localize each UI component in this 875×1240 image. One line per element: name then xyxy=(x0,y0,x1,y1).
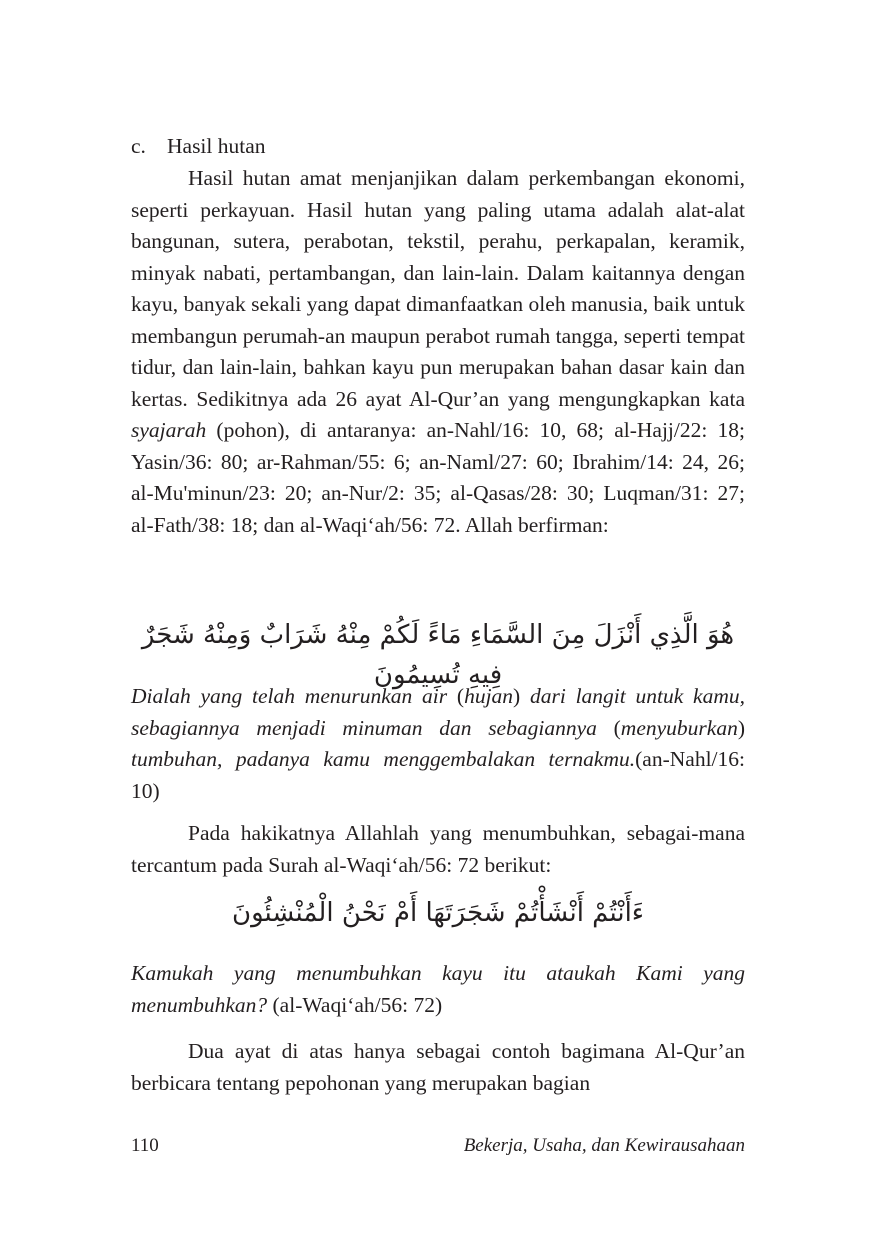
paragraph-forest-products xyxy=(131,163,745,541)
quran-verse-arabic: هُوَ الَّذِي أَنْزَلَ مِنَ السَّمَاءِ مَاءً لَكُمْ مِنْهُ شَرَابٌ وَمِنْهُ شَجَرٌ فِيهِ تُسِيمُونَ xyxy=(141,620,735,690)
paragraph-allah-grows: Pada hakikatnya Allahlah yang menumbuhkan, sebagai-mana tercantum pada Surah al-Waqi‘ah/56: 72 berikut: xyxy=(131,821,745,877)
section-letter: c. xyxy=(131,134,146,158)
verse-reference: (al-Waqi‘ah/56: 72) xyxy=(267,992,443,1017)
page-footer xyxy=(131,1135,745,1161)
translation-text: tumbuhan, padanya kamu menggembalakan ternakmu. xyxy=(131,747,636,771)
quran-verse-arabic-2: ءَأَنْتُمْ أَنْشَأْتُمْ شَجَرَتَهَا أَمْ نَحْنُ الْمُنْشِئُونَ xyxy=(231,898,645,928)
italic-term: syajarah xyxy=(131,418,207,442)
translation-text: Kamukah yang menumbuhkan kayu itu ataukah Kami yang menumbuhkan? xyxy=(131,961,745,1017)
translation-text: Dialah yang telah menurunkan air xyxy=(131,684,457,708)
paragraph-two-verses: Dua ayat di atas hanya sebagai contoh bagimana Al-Qur’an berbicara tentang pepohonan yang merupakan bagian xyxy=(131,1039,745,1095)
verse-translation-2 xyxy=(131,958,745,1021)
section-heading xyxy=(131,131,745,163)
page-number: 110 xyxy=(131,1135,159,1156)
translation-text: hujan xyxy=(464,684,514,708)
running-title: Bekerja, Usaha, dan Kewirausahaan xyxy=(463,1135,745,1156)
translation-text: menyuburkan xyxy=(620,715,738,740)
paren-close: ) xyxy=(513,684,521,708)
section-title: Hasil hutan xyxy=(167,134,266,158)
paren-close: ) xyxy=(737,715,745,740)
verse-reference: (an-Nahl/16: 10) xyxy=(131,747,745,803)
paren-open: ( xyxy=(456,684,465,708)
translation-text: dari langit untuk kamu, sebagiannya menjadi minuman dan sebagiannya xyxy=(131,684,745,740)
paren-open: ( xyxy=(613,715,621,740)
paragraph-text: Hasil hutan amat menjanjikan dalam perkembangan ekonomi, seperti perkayuan. Hasil hutan yang paling utama adalah alat-alat bangunan, sutera, perabotan, tekstil, perahu, perkapalan, keramik, minyak nabati, pertambangan, dan lain-lain. Dalam kaitannya dengan kayu, banyak sekali yang dapat dimanfaatkan oleh manusia, baik untuk membangun perumah-an maupun perabot rumah tangga, seperti tempat tidur, dan lain-lain, bahkan kayu pun merupakan bahan dasar kain dan kertas. Sedikitnya ada 26 ayat Al-Qur’an yang mengungkapkan kata xyxy=(131,166,745,411)
verse-translation xyxy=(131,681,745,807)
paragraph-text-continued: (pohon), di antaranya: an-Nahl/16: 10, 68; al-Hajj/22: 18; Yasin/36: 80; ar-Rahman/55: 6; an-Naml/27: 60; Ibrahim/14: 24, 26; al-Mu'minun/23: 20; an-Nur/2: 35; al-Qasas/28: 30; Luqman/31: 27; al-Fath/38: 18; dan al-Waqi‘ah/56: 72. Allah berfirman: xyxy=(131,418,745,537)
